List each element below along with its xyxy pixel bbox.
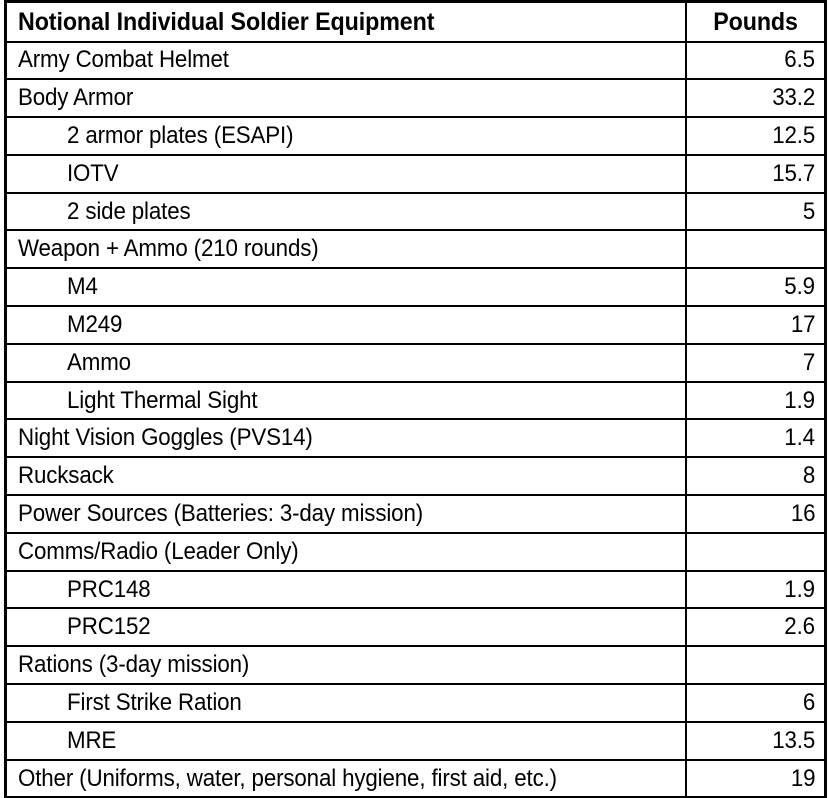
equipment-item-cell <box>6 42 686 80</box>
equipment-subitem-cell <box>6 193 686 231</box>
equipment-item-label: M4 <box>67 273 98 301</box>
equipment-item-label: Comms/Radio (Leader Only) <box>18 537 299 565</box>
equipment-weight-cell <box>686 79 826 117</box>
equipment-weight-cell <box>686 42 826 80</box>
equipment-weight-cell <box>686 268 826 306</box>
table-row <box>6 230 826 268</box>
equipment-item-label: Rucksack <box>18 462 114 490</box>
table-row <box>6 684 826 722</box>
equipment-weight-cell <box>686 419 826 457</box>
equipment-item-cell <box>6 457 686 495</box>
equipment-weight-value: 19 <box>790 764 815 792</box>
equipment-subitem-cell <box>6 117 686 155</box>
table-row <box>6 457 826 495</box>
table-row <box>6 117 826 155</box>
table-row <box>6 155 826 193</box>
equipment-item-label: Night Vision Goggles (PVS14) <box>18 424 313 452</box>
equipment-subitem-cell <box>6 382 686 420</box>
equipment-item-cell <box>6 760 686 798</box>
equipment-weight-cell <box>686 760 826 798</box>
equipment-weight-cell <box>686 533 826 571</box>
equipment-item-label: 2 armor plates (ESAPI) <box>67 121 294 149</box>
equipment-subitem-cell <box>6 722 686 760</box>
column-header-pounds-label: Pounds <box>712 7 798 36</box>
equipment-item-label: MRE <box>67 726 117 754</box>
equipment-item-label: Other (Uniforms, water, personal hygiene, first aid, etc.) <box>18 764 557 792</box>
equipment-weight-cell <box>686 646 826 684</box>
table-row <box>6 760 826 798</box>
equipment-item-label: IOTV <box>67 159 119 187</box>
header-row <box>6 2 826 42</box>
table-body <box>6 42 826 798</box>
equipment-weight-value: 6 <box>802 688 815 716</box>
equipment-item-label: PRC152 <box>67 613 151 641</box>
equipment-weight-cell <box>686 193 826 231</box>
equipment-weight-value: 6.5 <box>784 46 815 74</box>
table-row <box>6 495 826 533</box>
equipment-weight-value: 1.9 <box>784 575 815 603</box>
equipment-weight-cell <box>686 344 826 382</box>
equipment-weight-value: 1.9 <box>784 386 815 414</box>
column-header-item <box>6 2 686 42</box>
equipment-item-label: M249 <box>67 310 123 338</box>
table-row <box>6 571 826 609</box>
table-row <box>6 42 826 80</box>
equipment-item-label: Ammo <box>67 348 131 376</box>
table-row <box>6 722 826 760</box>
soldier-equipment-table <box>4 0 827 798</box>
equipment-weight-value: 5.9 <box>784 273 815 301</box>
table-row <box>6 268 826 306</box>
equipment-subitem-cell <box>6 684 686 722</box>
equipment-item-cell <box>6 533 686 571</box>
equipment-weight-value: 13.5 <box>772 726 815 754</box>
equipment-weight-cell <box>686 571 826 609</box>
equipment-weight-cell <box>686 155 826 193</box>
table-header <box>6 2 826 42</box>
equipment-subitem-cell <box>6 306 686 344</box>
equipment-item-label: First Strike Ration <box>67 688 242 716</box>
equipment-item-cell <box>6 495 686 533</box>
equipment-weight-cell <box>686 230 826 268</box>
equipment-weight-value: 8 <box>802 462 815 490</box>
equipment-item-cell <box>6 646 686 684</box>
equipment-weight-value: 2.6 <box>784 613 815 641</box>
equipment-weight-cell <box>686 457 826 495</box>
equipment-weight-value: 17 <box>790 310 815 338</box>
equipment-subitem-cell <box>6 571 686 609</box>
equipment-weight-cell <box>686 382 826 420</box>
equipment-subitem-cell <box>6 155 686 193</box>
equipment-item-label: Rations (3-day mission) <box>18 651 250 679</box>
equipment-item-label: Light Thermal Sight <box>67 386 258 414</box>
equipment-weight-value: 7 <box>802 348 815 376</box>
table-row <box>6 79 826 117</box>
equipment-weight-cell <box>686 722 826 760</box>
equipment-weight-cell <box>686 608 826 646</box>
equipment-weight-value: 15.7 <box>772 159 815 187</box>
equipment-weight-cell <box>686 117 826 155</box>
equipment-weight-cell <box>686 306 826 344</box>
table-row <box>6 193 826 231</box>
column-header-pounds <box>686 2 826 42</box>
equipment-item-cell <box>6 419 686 457</box>
table-row <box>6 382 826 420</box>
equipment-item-label: 2 side plates <box>67 197 191 225</box>
equipment-item-label: Body Armor <box>18 84 134 112</box>
column-header-item-label: Notional Individual Soldier Equipment <box>18 7 435 36</box>
equipment-subitem-cell <box>6 608 686 646</box>
equipment-weight-value: 12.5 <box>772 121 815 149</box>
table-row <box>6 608 826 646</box>
equipment-item-label: Power Sources (Batteries: 3-day mission) <box>18 499 424 527</box>
table-row <box>6 419 826 457</box>
equipment-item-label: Army Combat Helmet <box>18 46 229 74</box>
equipment-weight-cell <box>686 495 826 533</box>
equipment-item-label: PRC148 <box>67 575 151 603</box>
equipment-subitem-cell <box>6 268 686 306</box>
equipment-weight-value: 16 <box>790 499 815 527</box>
equipment-weight-value: 1.4 <box>784 424 815 452</box>
table-row <box>6 646 826 684</box>
equipment-item-cell <box>6 79 686 117</box>
equipment-weight-value: 33.2 <box>772 84 815 112</box>
equipment-item-label: Weapon + Ammo (210 rounds) <box>18 235 319 263</box>
equipment-weight-value: 5 <box>802 197 815 225</box>
table-row <box>6 306 826 344</box>
equipment-item-cell <box>6 230 686 268</box>
equipment-subitem-cell <box>6 344 686 382</box>
table-row <box>6 533 826 571</box>
equipment-weight-cell <box>686 684 826 722</box>
table-row <box>6 344 826 382</box>
